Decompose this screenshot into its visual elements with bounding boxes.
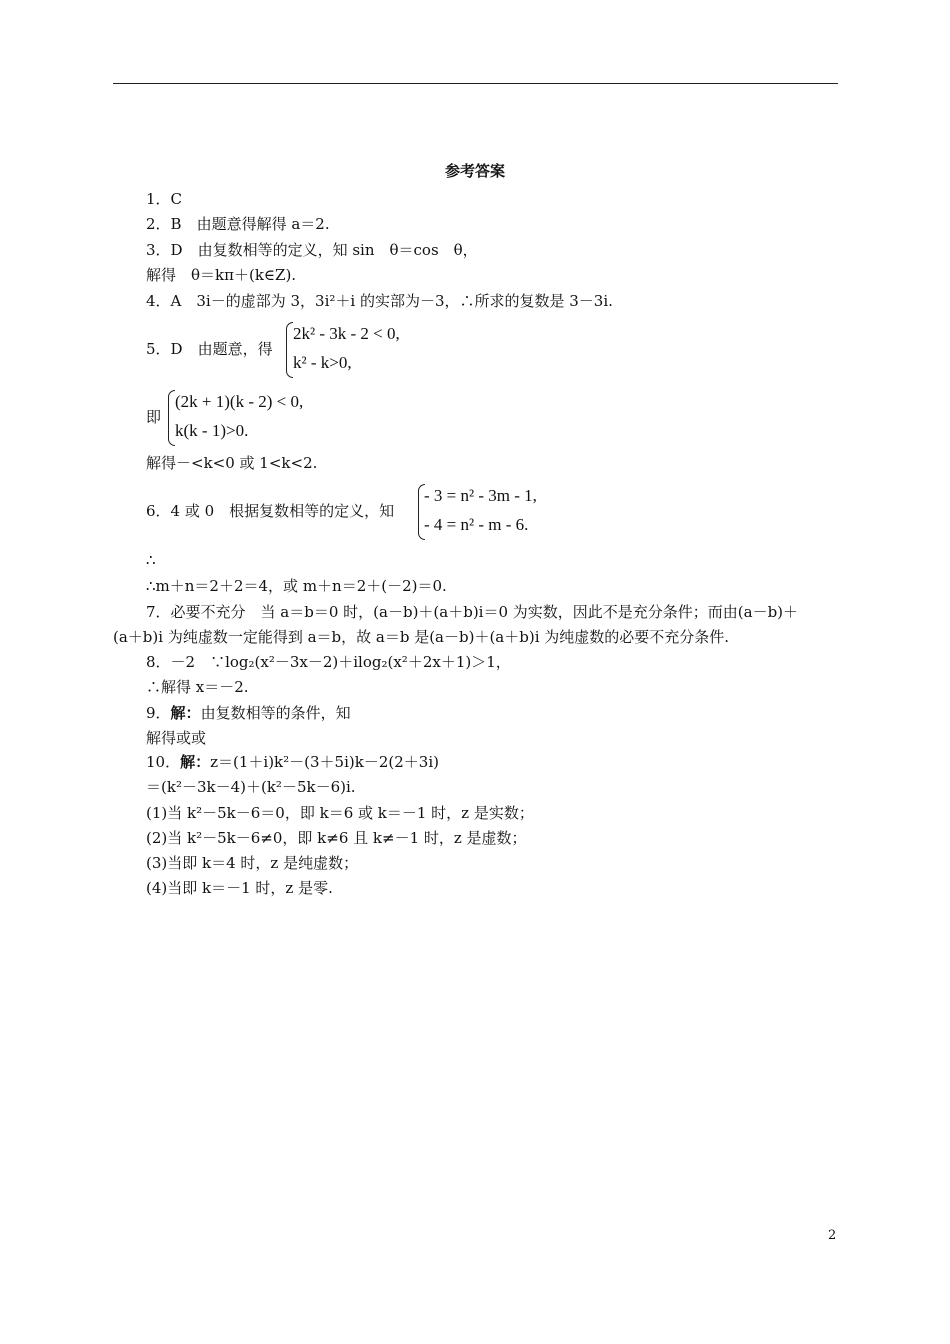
answer-8-solution: ∴解得 x＝－2. [146, 678, 249, 696]
therefore-line: ∴ [146, 551, 156, 569]
system-6 [424, 481, 537, 539]
system-5 [293, 319, 400, 377]
answer-9-text: 由复数相等的条件，知 [200, 704, 351, 722]
brace-system-5 [286, 322, 293, 378]
page-number: 2 [828, 1228, 837, 1243]
answer-10-expanded: ＝(k²－3k－4)＋(k²－5k－6)i. [146, 778, 356, 796]
system-6-eq1: - 3 = n² - 3m - 1, [424, 486, 537, 505]
answer-9-solution: 解得或或 [146, 729, 207, 747]
answer-5-solution: 解得－<k<0 或 1<k<2. [146, 454, 318, 472]
system-5b-eq1: (2k + 1)(k - 2) < 0, [175, 392, 304, 411]
system-6-eq2: - 4 = n² - m - 6. [424, 515, 529, 534]
answer-9-label: 解： [170, 704, 201, 722]
answer-5-prefix: 5．D 由题意，得 [146, 340, 273, 358]
header-rule [113, 83, 838, 84]
answer-5-ji: 即 [146, 408, 162, 426]
answer-10 [146, 752, 439, 772]
answer-9-number: 9． [146, 704, 171, 722]
answer-10-case-1: (1)当 k²－5k－6＝0，即 k＝6 或 k＝－1 时，z 是实数； [146, 804, 534, 822]
answer-10-case-2: (2)当 k²－5k－6≠0，即 k≠6 且 k≠－1 时，z 是虚数； [146, 829, 527, 847]
system-5-eq1: 2k² - 3k - 2 < 0, [293, 324, 400, 343]
answer-4: 4．A 3i－的虚部为 3，3i²＋i 的实部为－3，∴所求的复数是 3－3i. [146, 292, 613, 310]
answer-6-prefix: 6．4 或 0 根据复数相等的定义，知 [146, 502, 395, 520]
system-5b [175, 387, 303, 445]
system-5b-eq2: k(k - 1)>0. [175, 421, 249, 440]
answer-2: 2．B 由题意得解得 a＝2. [146, 215, 330, 233]
brace-system-5b [168, 390, 175, 446]
answer-10-case-4: (4)当即 k＝－1 时，z 是零. [146, 879, 333, 897]
answer-10-label: 解： [180, 753, 211, 771]
system-5-eq2: k² - k>0, [293, 353, 352, 372]
answer-9 [146, 703, 351, 723]
answer-6-solution: ∴m＋n＝2＋2＝4，或 m＋n＝2＋(－2)＝0. [146, 577, 447, 595]
answer-7-line1: 7．必要不充分 当 a＝b＝0 时，(a－b)＋(a＋b)i＝0 为实数，因此不是充分条件；而由(a－b)＋ [146, 603, 799, 621]
answer-8: 8．－2 ∵log₂(x²－3x－2)＋ilog₂(x²＋2x＋1)＞1， [146, 653, 511, 671]
answer-3: 3．D 由复数相等的定义，知 sin θ＝cos θ， [146, 241, 478, 259]
page-title: 参考答案 [444, 162, 505, 180]
answer-7-line2: (a＋b)i 为纯虚数一定能得到 a＝b，故 a＝b 是(a－b)＋(a＋b)i 为纯虚数的必要不充分条件. [113, 628, 730, 646]
answer-3-solution: 解得 θ＝kπ＋(k∈Z). [146, 266, 297, 284]
answer-10-number: 10． [146, 753, 181, 771]
answer-10-case-3: (3)当即 k＝4 时，z 是纯虚数； [146, 854, 359, 872]
answer-10-text: z＝(1＋i)k²－(3＋5i)k－2(2＋3i) [210, 753, 439, 771]
answer-1: 1．C [146, 190, 183, 208]
